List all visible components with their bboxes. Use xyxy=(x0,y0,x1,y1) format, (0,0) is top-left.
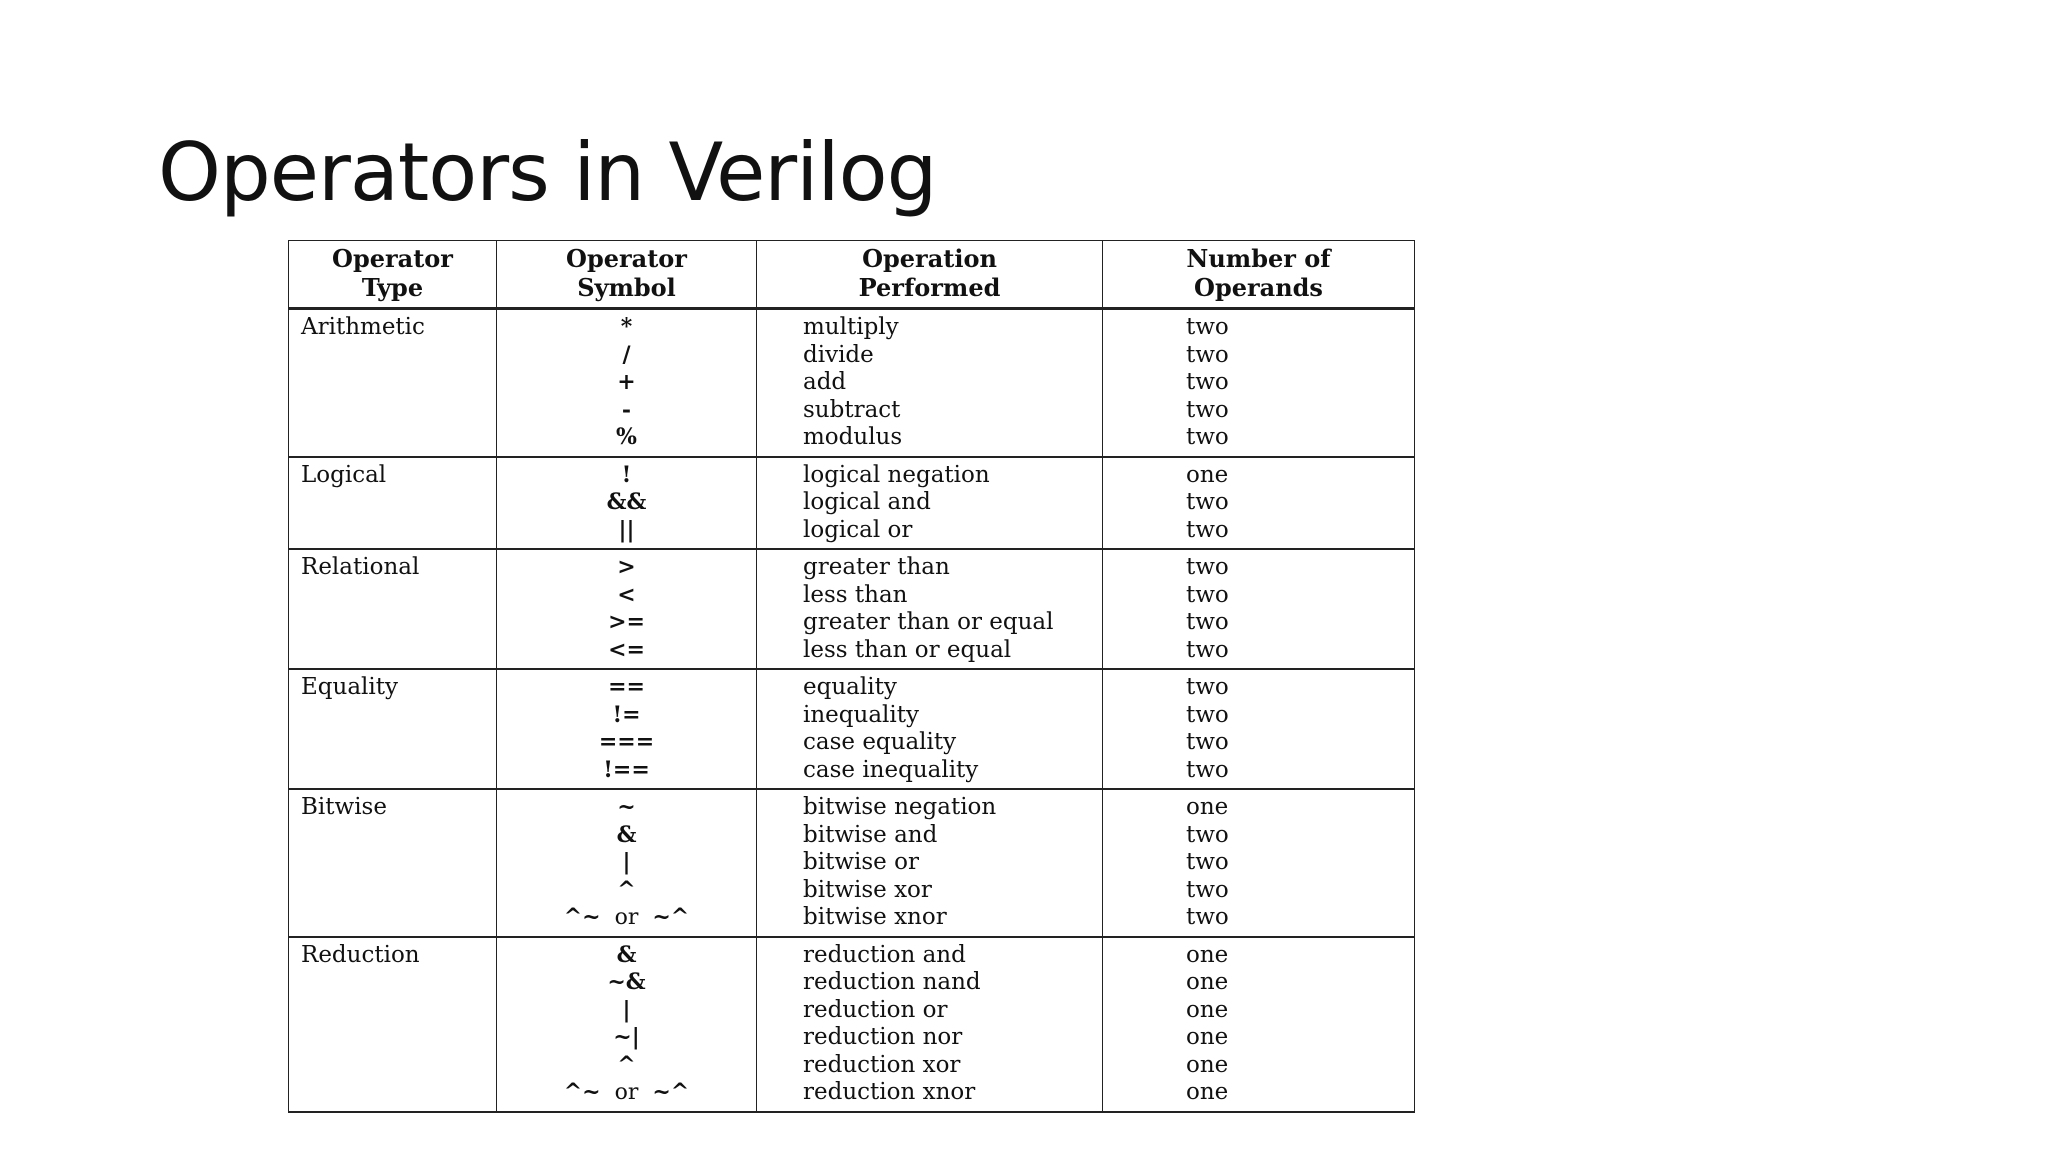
operator-group-row xyxy=(289,937,1415,1112)
operator-symbol-or: or xyxy=(614,1080,639,1105)
slide-title: Operators in Verilog xyxy=(158,126,937,219)
operation-text: reduction nor xyxy=(803,1024,963,1050)
operator-type-cell xyxy=(289,309,497,457)
operand-count: two xyxy=(1186,756,1229,783)
operation-text: bitwise xnor xyxy=(803,904,947,930)
operator-symbol-cell xyxy=(497,937,757,1112)
operator-symbol: % xyxy=(616,424,637,450)
header-line: Operation xyxy=(862,244,997,273)
operator-symbol: >= xyxy=(608,609,645,635)
operand-count: two xyxy=(1186,904,1229,930)
operation-text: multiply xyxy=(803,314,899,340)
operator-symbol: ^ xyxy=(617,1051,636,1078)
operator-symbol-cell xyxy=(497,309,757,457)
operation-text: bitwise negation xyxy=(803,794,997,820)
operator-symbol: + xyxy=(617,369,636,395)
operation-text: greater than xyxy=(803,554,950,580)
operand-count: one xyxy=(1186,969,1229,995)
operator-symbol: ~& xyxy=(607,969,646,995)
operator-symbol: || xyxy=(618,516,635,543)
operator-group-row xyxy=(289,309,1415,457)
operator-symbol: ! xyxy=(621,461,632,488)
operator-symbol-cell xyxy=(497,669,757,789)
operand-count: two xyxy=(1186,876,1229,903)
operand-count: one xyxy=(1186,461,1229,488)
header-line: Operator xyxy=(566,244,687,273)
operator-type-cell xyxy=(289,457,497,550)
operand-count: two xyxy=(1186,424,1229,450)
operator-symbol: ~| xyxy=(613,1024,640,1050)
operation-cell xyxy=(757,669,1103,789)
operand-count: one xyxy=(1186,941,1229,968)
operand-count: two xyxy=(1186,609,1229,635)
operation-text: subtract xyxy=(803,396,901,423)
operator-group-row xyxy=(289,549,1415,669)
operand-count: two xyxy=(1186,674,1229,700)
operation-text: less than or equal xyxy=(803,636,1012,663)
operator-symbol: & xyxy=(616,821,637,848)
operator-symbol: < xyxy=(617,581,636,608)
operation-text: inequality xyxy=(803,701,919,728)
operand-count: two xyxy=(1186,636,1229,663)
operator-symbol: == xyxy=(608,674,645,700)
operation-text: add xyxy=(803,369,847,395)
operand-count: two xyxy=(1186,369,1229,395)
operands-cell xyxy=(1103,309,1415,457)
operand-count: two xyxy=(1186,396,1229,423)
operator-symbol: * xyxy=(620,314,633,340)
operator-symbol: <= xyxy=(608,636,645,663)
operator-type-cell xyxy=(289,789,497,937)
operator-symbol: !== xyxy=(603,756,650,783)
operator-symbol-part: ^~ xyxy=(563,1079,601,1105)
operator-symbol: | xyxy=(622,849,631,875)
header-operator-symbol xyxy=(497,241,757,309)
operand-count: two xyxy=(1186,821,1229,848)
operand-count: two xyxy=(1186,314,1229,340)
operation-text: bitwise or xyxy=(803,849,919,875)
operand-count: one xyxy=(1186,1051,1229,1078)
operator-type-cell xyxy=(289,937,497,1112)
operands-cell xyxy=(1103,549,1415,669)
header-operation-performed xyxy=(757,241,1103,309)
operands-cell xyxy=(1103,669,1415,789)
operator-symbol: - xyxy=(621,396,632,423)
operator-symbol-part: ~^ xyxy=(652,1079,690,1105)
table-body xyxy=(289,309,1415,1112)
operation-cell xyxy=(757,549,1103,669)
operator-symbol: ^ xyxy=(617,876,636,903)
header-line: Symbol xyxy=(577,273,676,302)
header-line: Number of xyxy=(1186,244,1331,273)
operation-text: divide xyxy=(803,341,874,368)
operands-cell xyxy=(1103,789,1415,937)
operation-text: reduction or xyxy=(803,996,948,1023)
operator-group-row xyxy=(289,457,1415,550)
operator-symbol: | xyxy=(622,996,631,1023)
operator-symbol: != xyxy=(612,701,641,728)
operators-table xyxy=(288,240,1415,1113)
operator-symbol xyxy=(497,904,756,932)
operand-count: two xyxy=(1186,581,1229,608)
operand-count: two xyxy=(1186,489,1229,515)
operand-count: two xyxy=(1186,701,1229,728)
operator-symbol: / xyxy=(622,341,631,368)
operator-type-label: Bitwise xyxy=(301,794,387,820)
operator-symbol-part: ^~ xyxy=(563,904,601,930)
operation-text: less than xyxy=(803,581,908,608)
operation-text: logical negation xyxy=(803,461,990,488)
operand-count: two xyxy=(1186,516,1229,543)
header-line: Operands xyxy=(1194,273,1323,302)
operand-count: one xyxy=(1186,794,1229,820)
operation-text: reduction and xyxy=(803,941,966,968)
operation-text: logical and xyxy=(803,489,931,515)
operator-symbol-cell xyxy=(497,549,757,669)
header-row xyxy=(289,241,1415,309)
operands-cell xyxy=(1103,937,1415,1112)
operator-group-row xyxy=(289,669,1415,789)
operators-table-container xyxy=(288,240,1414,1113)
operator-group-row xyxy=(289,789,1415,937)
operand-count: one xyxy=(1186,996,1229,1023)
operator-symbol-or: or xyxy=(614,905,639,930)
operand-count: two xyxy=(1186,729,1229,755)
operator-symbol: ~ xyxy=(617,794,636,820)
operation-cell xyxy=(757,457,1103,550)
operator-type-cell xyxy=(289,549,497,669)
operation-cell xyxy=(757,789,1103,937)
operator-type-label: Arithmetic xyxy=(301,314,425,340)
operation-text: reduction xnor xyxy=(803,1079,976,1105)
operands-cell xyxy=(1103,457,1415,550)
operator-symbol: & xyxy=(616,941,637,968)
operation-text: modulus xyxy=(803,424,903,450)
operator-type-cell xyxy=(289,669,497,789)
operation-text: logical or xyxy=(803,516,913,543)
operation-cell xyxy=(757,309,1103,457)
operation-text: bitwise xor xyxy=(803,876,932,903)
operation-text: bitwise and xyxy=(803,821,938,848)
operator-symbol xyxy=(497,1079,756,1107)
header-number-of-operands xyxy=(1103,241,1415,309)
operand-count: one xyxy=(1186,1024,1229,1050)
operation-text: reduction xor xyxy=(803,1051,961,1078)
table-header xyxy=(289,241,1415,309)
operator-symbol: === xyxy=(598,729,655,755)
operator-symbol-cell xyxy=(497,457,757,550)
header-line: Performed xyxy=(858,273,1001,302)
operation-text: case equality xyxy=(803,729,957,755)
operator-symbol: > xyxy=(617,554,636,580)
header-line: Type xyxy=(361,273,424,302)
operator-type-label: Reduction xyxy=(301,941,420,968)
header-operator-type xyxy=(289,241,497,309)
operator-type-label: Relational xyxy=(301,554,420,580)
operator-symbol: && xyxy=(606,489,647,515)
operand-count: one xyxy=(1186,1079,1229,1105)
operator-symbol-part: ~^ xyxy=(652,904,690,930)
operand-count: two xyxy=(1186,554,1229,580)
operation-text: equality xyxy=(803,674,897,700)
operation-text: case inequality xyxy=(803,756,979,783)
operator-type-label: Logical xyxy=(301,461,387,488)
operator-symbol-cell xyxy=(497,789,757,937)
operator-type-label: Equality xyxy=(301,674,398,700)
operand-count: two xyxy=(1186,849,1229,875)
header-line: Operator xyxy=(332,244,453,273)
operation-cell xyxy=(757,937,1103,1112)
operation-text: reduction nand xyxy=(803,969,981,995)
operand-count: two xyxy=(1186,341,1229,368)
operation-text: greater than or equal xyxy=(803,609,1054,635)
